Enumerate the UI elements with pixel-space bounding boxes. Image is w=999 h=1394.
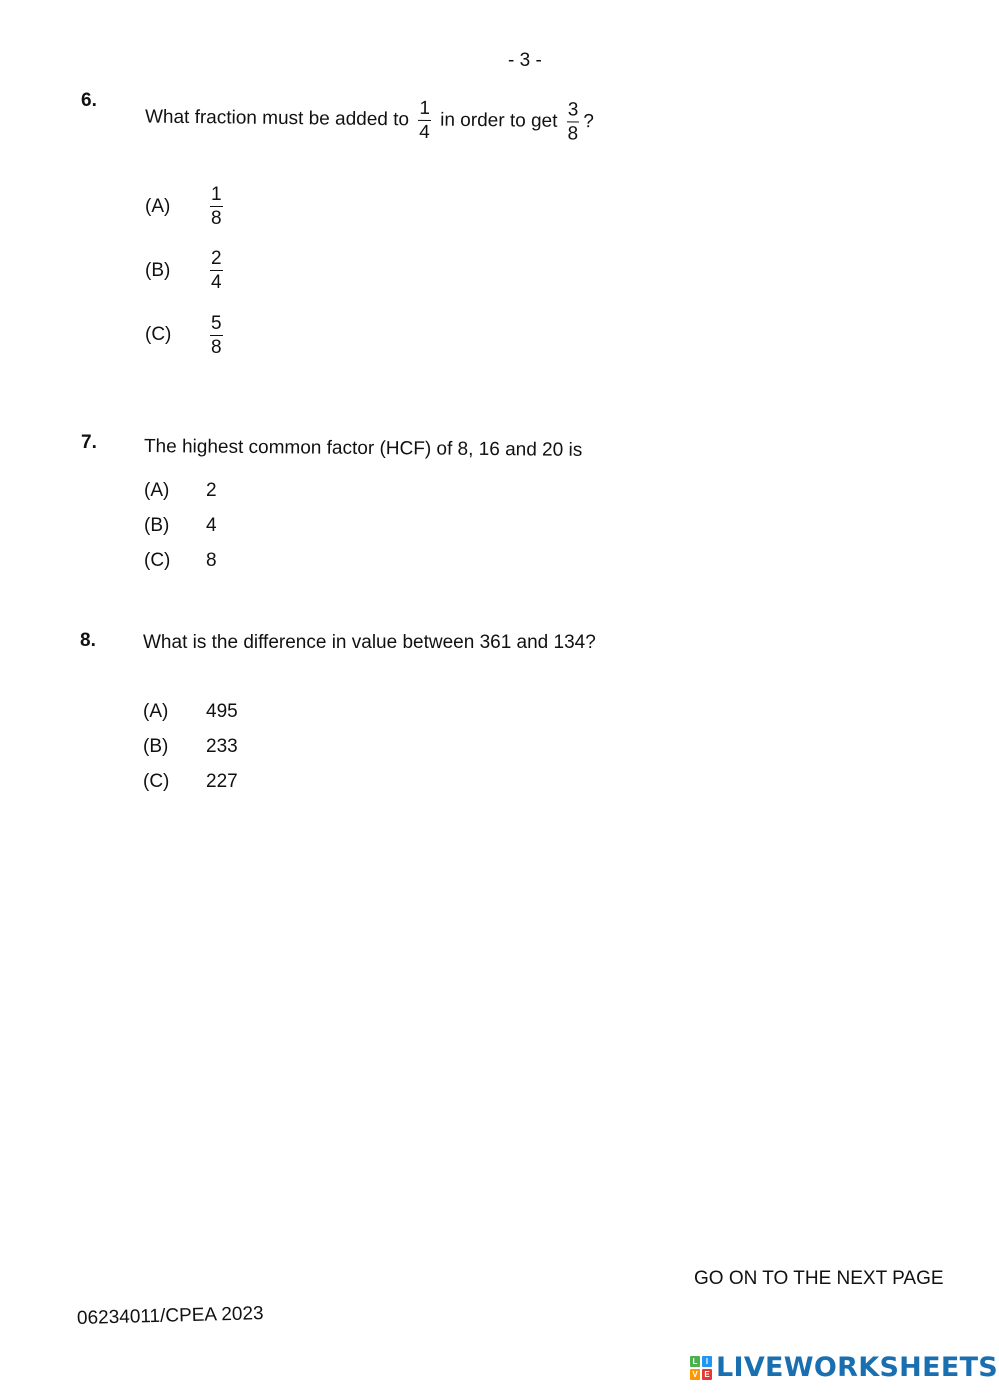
- logo-tile: I: [702, 1356, 712, 1367]
- fraction-numerator: 3: [567, 100, 580, 122]
- question-8-option-a-label: (A): [143, 701, 169, 722]
- question-8-option-b-value: 233: [206, 736, 238, 757]
- question-8-option-b-label: (B): [143, 736, 169, 757]
- go-to-next-page-notice: GO ON TO THE NEXT PAGE: [694, 1268, 944, 1289]
- logo-text: LIVEWORKSHEETS: [716, 1352, 999, 1383]
- logo-tile: V: [690, 1369, 700, 1380]
- fraction-numerator: 1: [211, 184, 222, 205]
- question-6-option-a-label: (A): [145, 196, 171, 217]
- question-6-option-b-value: [210, 249, 223, 292]
- question-7-option-a-label: (A): [144, 480, 170, 501]
- question-8-text: What is the difference in value between 361 and 134?: [143, 632, 596, 653]
- fraction-denominator: 8: [211, 208, 222, 229]
- question-7-option-a-value: 2: [206, 480, 217, 501]
- question-8-option-c-value: 227: [206, 771, 238, 792]
- logo-tile: L: [690, 1356, 700, 1367]
- paper-code: 06234011/CPEA 2023: [76, 1303, 264, 1329]
- question-7-text: The highest common factor (HCF) of 8, 16 and 20 is: [143, 436, 583, 461]
- fraction-numerator: 5: [211, 313, 222, 334]
- question-6-option-b-label: (B): [145, 260, 171, 281]
- question-6-text-before: What fraction must be added to: [144, 106, 410, 131]
- fraction-denominator: 4: [419, 121, 430, 143]
- question-7-option-b-label: (B): [144, 515, 170, 536]
- liveworksheets-logo[interactable]: [690, 1352, 998, 1383]
- question-6-option-a-value: [210, 185, 223, 228]
- logo-tile: E: [702, 1369, 712, 1380]
- fraction-denominator: 8: [567, 123, 579, 145]
- question-6-text-middle: in order to get: [440, 109, 558, 132]
- question-6-option-c-value: [210, 314, 223, 357]
- fraction-numerator: 2: [211, 248, 222, 269]
- question-7-number: 7.: [81, 432, 97, 453]
- question-8-number: 8.: [80, 630, 96, 651]
- question-6-number: 6.: [81, 90, 97, 111]
- question-6-fraction-target: [566, 100, 579, 143]
- question-6-fraction-given: [418, 99, 431, 142]
- question-7-option-c-value: 8: [206, 550, 217, 571]
- page-number: - 3 -: [508, 50, 542, 71]
- fraction-denominator: 8: [211, 337, 222, 358]
- question-6-option-c-label: (C): [145, 324, 172, 345]
- fraction-numerator: 1: [418, 99, 431, 121]
- question-6-text: [145, 96, 594, 144]
- question-8-option-c-label: (C): [143, 771, 170, 792]
- fraction-denominator: 4: [211, 272, 222, 293]
- question-7-option-c-label: (C): [144, 550, 171, 571]
- question-7-option-b-value: 4: [206, 515, 217, 536]
- question-8-option-a-value: 495: [206, 701, 238, 722]
- logo-tiles-icon: [690, 1356, 712, 1380]
- question-6-text-after: ?: [583, 111, 594, 133]
